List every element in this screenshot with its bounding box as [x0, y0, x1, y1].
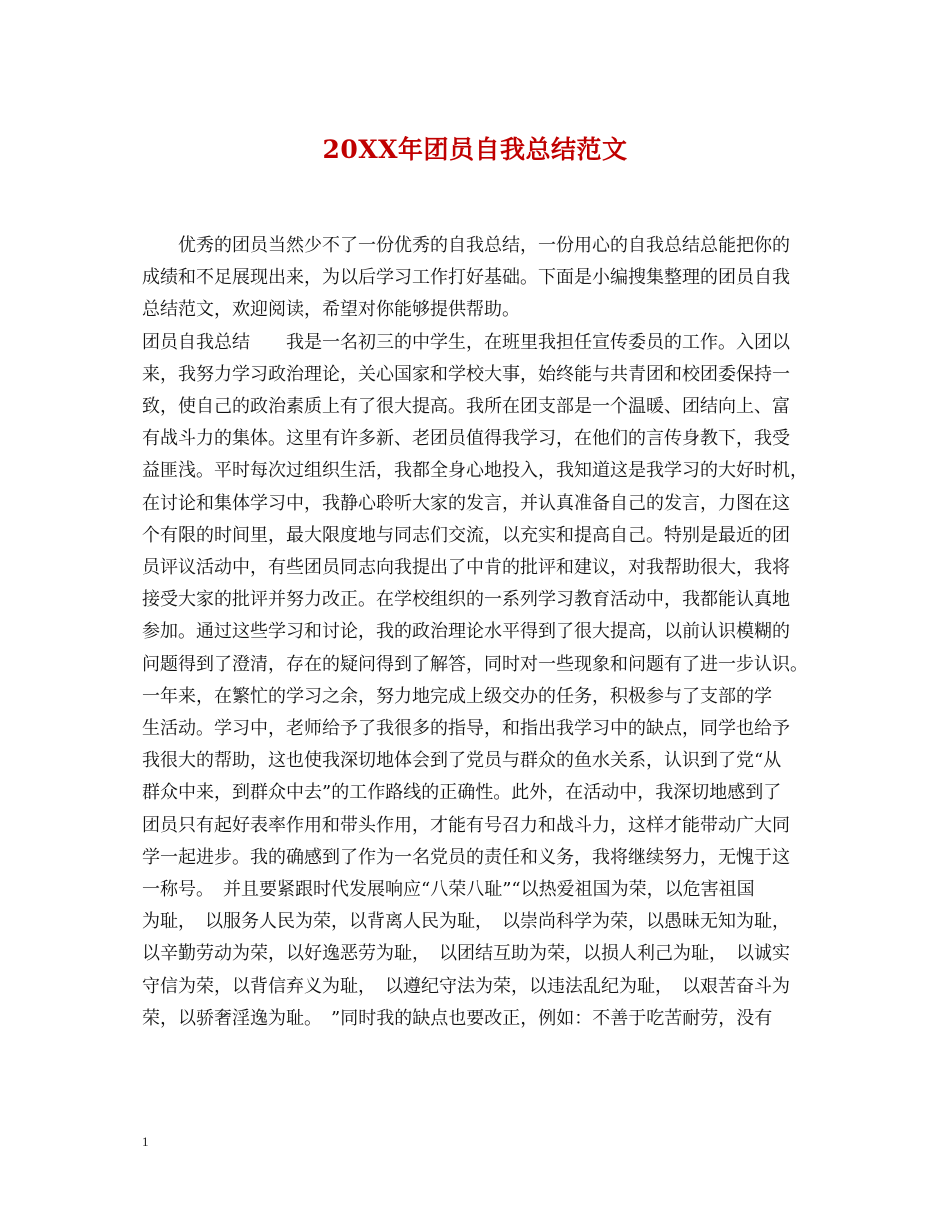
- body-line: 益匪浅。平时每次过组织生活，我都全身心地投入，我知道这是我学习的大好时机，: [142, 460, 808, 482]
- body-line: 优秀的团员当然少不了一份优秀的自我总结，一份用心的自我总结总能把你的: [142, 235, 790, 256]
- body-line: 一称号。 并且要紧跟时代发展响应“八荣八耻”“以热爱祖国为荣，以危害祖国: [142, 879, 755, 900]
- body-line: 团员自我总结 我是一名初三的中学生，在班里我担任宣传委员的工作。入团以: [142, 331, 790, 353]
- body-line: 生活动。学习中，老师给予了我很多的指导，和指出我学习中的缺点，同学也给予: [142, 718, 790, 739]
- body-line: 问题得到了澄清，存在的疑问得到了解答，同时对一些现象和问题有了进一步认识。: [142, 653, 808, 675]
- body-line: 个有限的时间里，最大限度地与同志们交流，以充实和提高自己。特别是最近的团: [142, 524, 790, 546]
- body-line: 有战斗力的集体。这里有许多新、老团员值得我学习，在他们的言传身教下，我受: [142, 428, 790, 450]
- page-number: 1: [142, 1134, 149, 1149]
- body-line: 我很大的帮助，这也使我深切地体会到了党员与群众的鱼水关系，认识到了党“从: [142, 750, 782, 772]
- body-line: 总结范文，欢迎阅读，希望对你能够提供帮助。: [142, 299, 520, 321]
- body-line: 在讨论和集体学习中，我静心聆听大家的发言，并认真准备自己的发言，力图在这: [142, 492, 790, 514]
- body-line: 成绩和不足展现出来，为以后学习工作打好基础。下面是小编搜集整理的团员自我: [142, 267, 790, 289]
- body-line: 守信为荣，以背信弃义为耻， 以遵纪守法为荣，以违法乱纪为耻， 以艰苦奋斗为: [142, 975, 790, 997]
- document-title: 20XX年团员自我总结范文: [322, 135, 628, 164]
- body-line: 团员只有起好表率作用和带头作用，才能有号召力和战斗力，这样才能带动广大同: [142, 814, 790, 836]
- body-line: 群众中来，到群众中去”的工作路线的正确性。此外，在活动中，我深切地感到了: [142, 782, 782, 804]
- body-line: 致，使自己的政治素质上有了很大提高。我所在团支部是一个温暖、团结向上、富: [142, 396, 790, 417]
- body-line: 接受大家的批评并努力改正。在学校组织的一系列学习教育活动中，我都能认真地: [142, 589, 790, 611]
- body-line: 学一起进步。我的确感到了作为一名党员的责任和义务，我将继续努力，无愧于这: [142, 846, 790, 868]
- body-line: 以辛勤劳动为荣，以好逸恶劳为耻， 以团结互助为荣，以损人利己为耻， 以诚实: [142, 943, 790, 965]
- body-line: 来，我努力学习政治理论，关心国家和学校大事，始终能与共青团和校团委保持一: [142, 363, 790, 385]
- body-line: 参加。通过这些学习和讨论，我的政治理论水平得到了很大提高，以前认识模糊的: [142, 621, 790, 643]
- body-line: 为耻， 以服务人民为荣，以背离人民为耻， 以崇尚科学为荣，以愚昧无知为耻，: [142, 911, 790, 933]
- body-line: 一年来，在繁忙的学习之余，努力地完成上级交办的任务，积极参与了支部的学: [142, 685, 772, 707]
- body-line: 员评议活动中，有些团员同志向我提出了中肯的批评和建议，对我帮助很大，我将: [142, 557, 790, 578]
- body-line: 荣，以骄奢淫逸为耻。 ”同时我的缺点也要改正，例如：不善于吃苦耐劳，没有: [142, 1007, 773, 1029]
